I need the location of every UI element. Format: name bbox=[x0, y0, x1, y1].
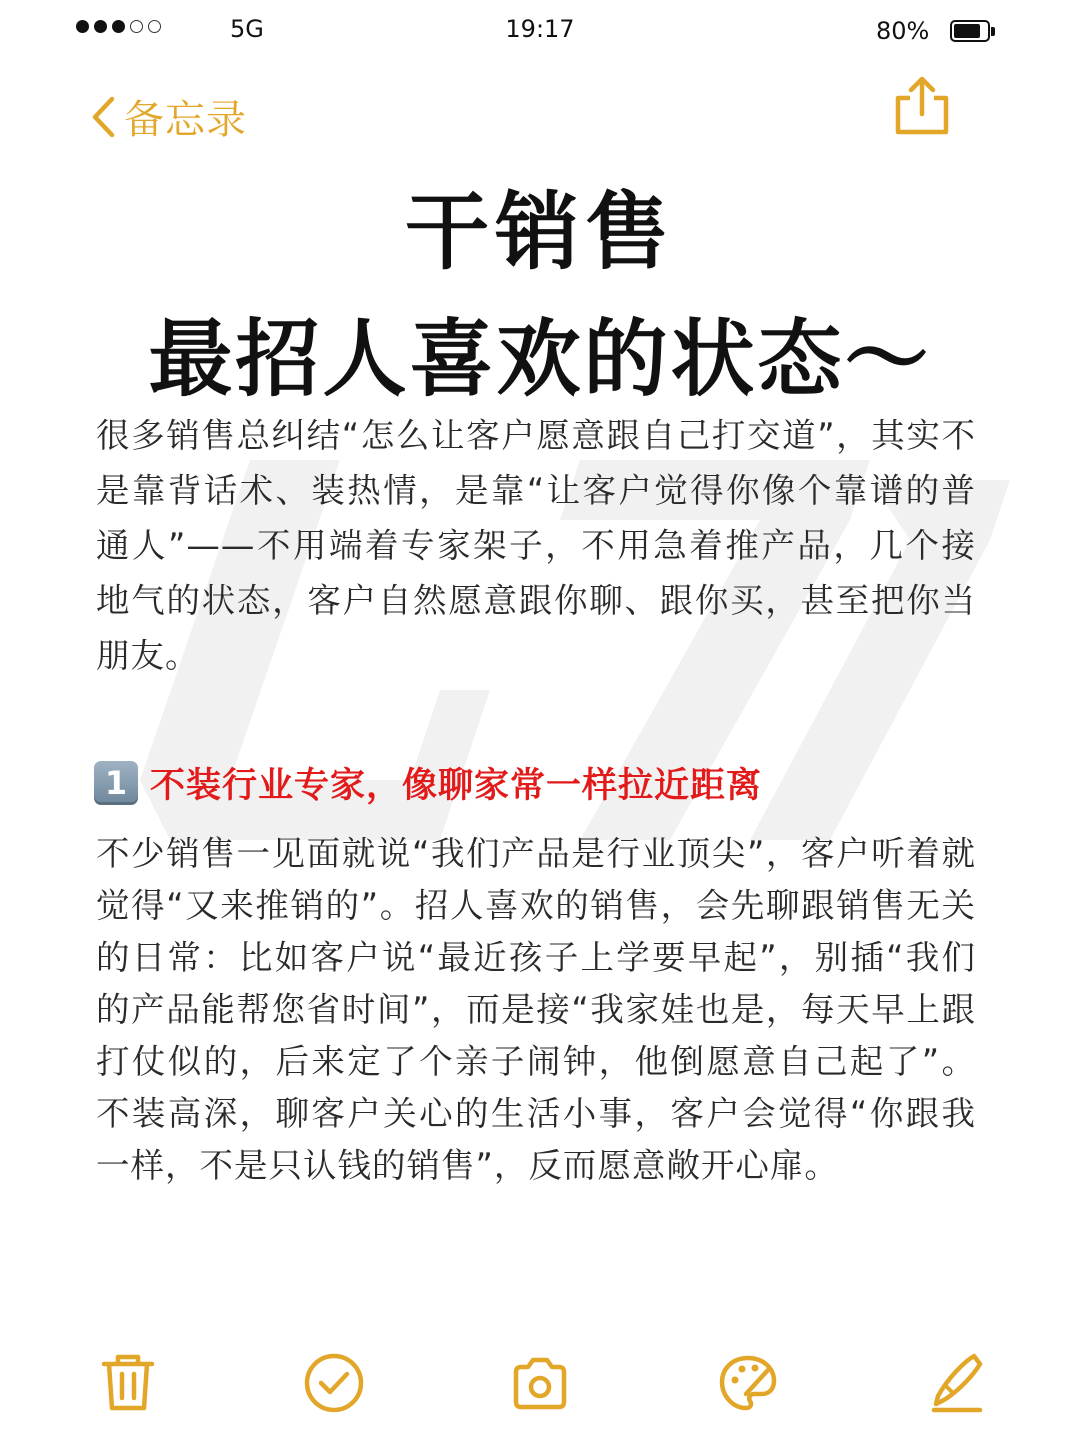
status-bar bbox=[0, 0, 1080, 64]
section-title: 不装行业专家，像聊家常一样拉近距离 bbox=[150, 766, 763, 806]
section-body: 不少销售一见面就说“我们产品是行业顶尖”，客户听着就觉得“又来推销的”。招人喜欢的销售，会先聊跟销售无关的日常：比如客户说“最近孩子上学要早起”，别插“我们的产品能帮您省时间”，而是接“我家娃也是，每天早上跟打仗似的，后来定了个亲子闹钟，他倒愿意自己起了”。不装高深，聊客户关心的生活小事，客户会觉得“你跟我一样，不是只认钱的销售”，反而愿意敞开心扉。 bbox=[96, 834, 976, 1185]
share-icon[interactable] bbox=[893, 76, 951, 136]
bottom-toolbar bbox=[0, 1350, 1080, 1420]
back-button-label: 备忘录 bbox=[124, 97, 247, 143]
carrier-label: 5G bbox=[230, 15, 264, 43]
back-button[interactable] bbox=[88, 88, 247, 145]
palette-icon[interactable] bbox=[716, 1350, 780, 1416]
page-title-line-1: 干销售 bbox=[404, 183, 675, 281]
checklist-icon[interactable] bbox=[302, 1350, 366, 1416]
battery-icon bbox=[950, 20, 990, 42]
camera-icon[interactable] bbox=[508, 1350, 572, 1416]
chevron-left-icon bbox=[88, 95, 118, 139]
battery-level-fill bbox=[954, 24, 980, 38]
page-title-line-2: 最招人喜欢的状态～ bbox=[148, 310, 932, 408]
battery-tip bbox=[991, 27, 995, 36]
intro-paragraph: 很多销售总纠结“怎么让客户愿意跟自己打交道”，其实不是靠背话术、装热情，是靠“让客户觉得你像个靠谱的普通人”——不用端着专家架子，不用急着推产品，几个接地气的状态，客户自然愿意跟你聊、跟你买，甚至把你当朋友。 bbox=[96, 416, 976, 675]
status-time: 19:17 bbox=[505, 15, 575, 43]
trash-icon[interactable] bbox=[96, 1350, 160, 1416]
keycap-number-icon: 1 bbox=[94, 761, 138, 805]
section-heading bbox=[94, 758, 762, 808]
compose-icon[interactable] bbox=[924, 1350, 988, 1416]
battery-percentage: 80% bbox=[876, 17, 930, 45]
